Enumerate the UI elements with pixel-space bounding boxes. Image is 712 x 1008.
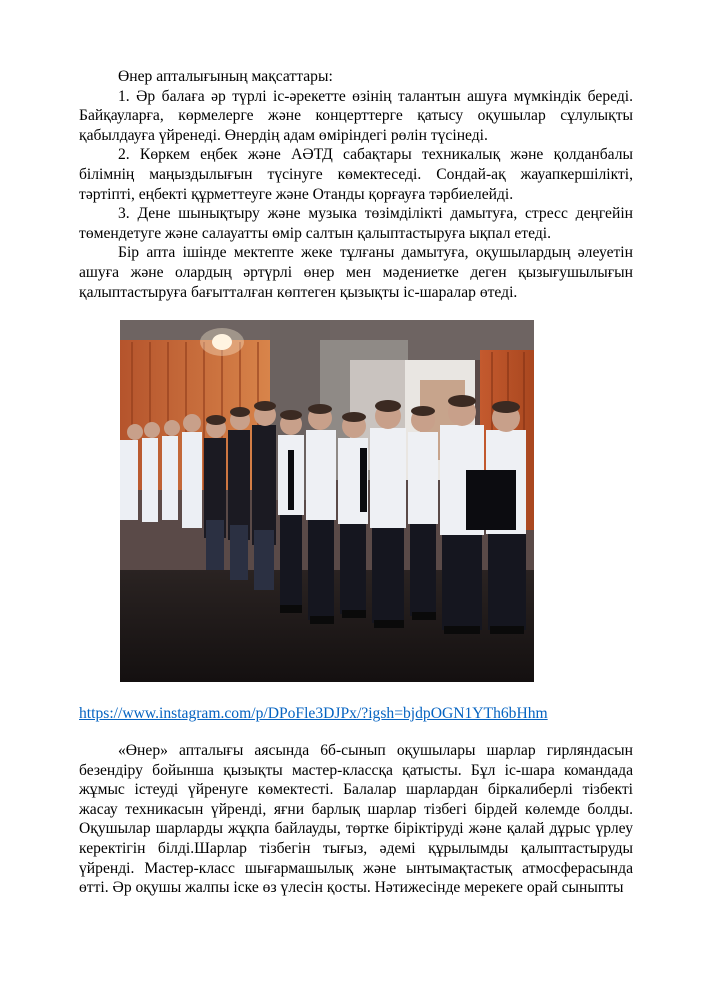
goal-paragraph-3: 3. Дене шынықтыру және музыка төзімділікті дамытуға, стресс деңгейін төмендетуге және салауатты өмір салтын қалыптастыруға ықпал етеді.	[79, 205, 633, 242]
goal-paragraph-2: 2. Көркем еңбек және АӘТД сабақтары техникалық және қолданбалы білімнің маңыздылығын түсінуге көмектеседі. Сондай-ақ жауапкершілікті, тәртіпті, еңбекті құрметтеуге және Отанды қорғауға тәрбиелейді.	[79, 146, 633, 203]
goals-section	[79, 67, 633, 302]
summary-paragraph: Бір апта ішінде мектепте жеке тұлғаны дамытуға, оқушылардың әлеуетін ашуға және олардың әртүрлі өнер мен мәдениетке деген қызығушылығын қалыптастыруға бағытталған көптеген қызықты іс-шаралар өтеді.	[79, 244, 633, 301]
event-photo-illustration	[120, 320, 534, 682]
goals-heading: Өнер апталығының мақсаттары:	[118, 68, 333, 85]
goal-paragraph-1: 1. Әр балаға әр түрлі іс-әрекетте өзінің талантын ашуға мүмкіндік береді. Байқауларға, көрмелерге және концерттерге қатысу оқушылар сұлулықты қабылдауға үйренеді. Өнердің адам өміріндегі рөлін түсінеді.	[79, 87, 633, 144]
story-paragraph: «Өнер» апталығы аясында 6б-сынып оқушылары шарлар гирляндасын безендіру бойынша қызықты мастер-классқа қатысты. Бұл іс-шара командада жұмыс істеуді үйренуге көмектесті. Балалар шарлардан біркалиберлі тізбекті жасау техникасын үйренді, яғни барлық шарлар тізбегі бірдей көлемде болды. Оқушылар шарларды жұқпа байлауды, төртке біріктіруді және қалай дұрыс үрлеу керектігін білді.Шарлар тізбегін тығыз, әдемі құрылымды қалыптастыруды үйренді. Мастер-класс шығармашылық және ынтымақтастық атмосферасында өтті. Әр оқушы жалпы іске өз үлесін қосты. Нәтижесінде мерекеге орай сыныпты	[79, 742, 633, 897]
event-photo	[120, 320, 534, 682]
instagram-link[interactable]: https://www.instagram.com/p/DPoFle3DJPx/?igsh=bjdpOGN1YTh6bHhm	[79, 705, 548, 722]
story-section	[79, 741, 633, 898]
